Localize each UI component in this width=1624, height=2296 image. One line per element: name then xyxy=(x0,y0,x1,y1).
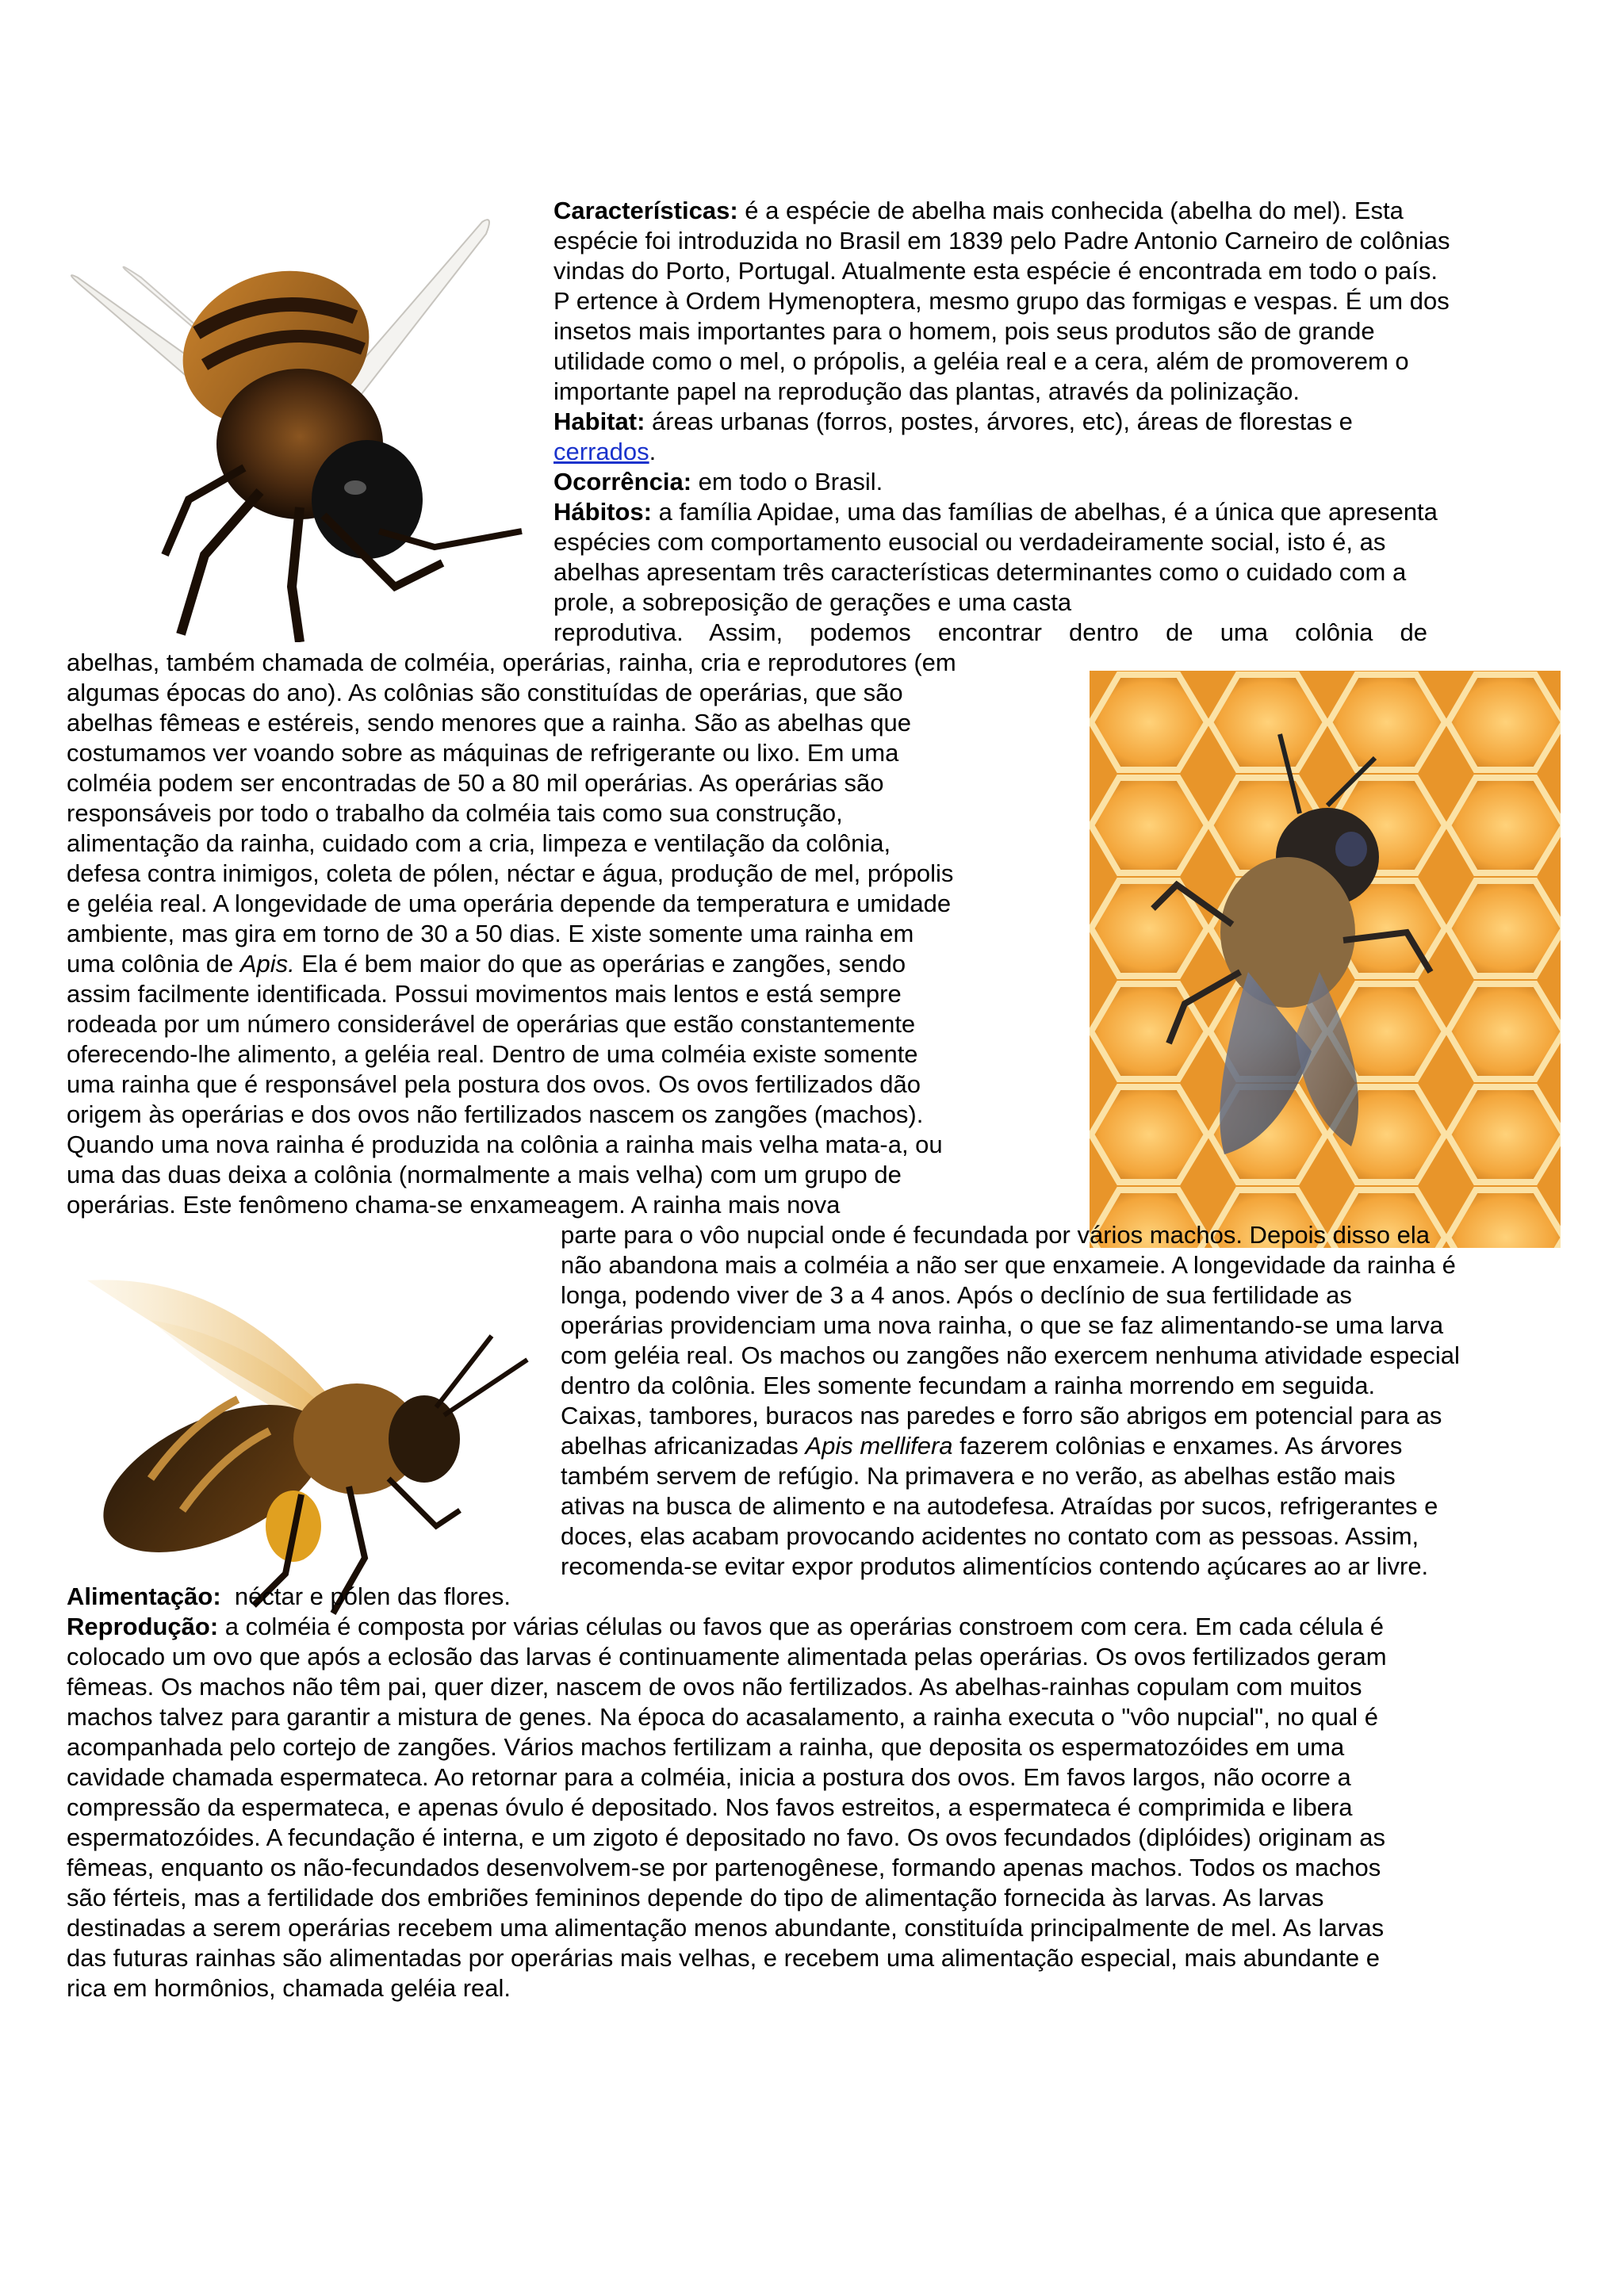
text-line: abelhas fêmeas e estéreis, sendo menores que a rainha. São as abelhas que xyxy=(67,709,912,737)
text-line: responsáveis por todo o trabalho da colméia tais como sua construção, xyxy=(67,799,843,827)
text-line: prole, a sobreposição de gerações e uma casta xyxy=(553,588,1072,616)
section-label-habitat: Habitat: xyxy=(553,408,645,435)
text-line: operárias. Este fenômeno chama-se enxameagem. A rainha mais nova xyxy=(67,1191,841,1219)
text-line: espermatozóides. A fecundação é interna, e um zigoto é depositado no favo. Os ovos fecundados (diplóides) originam as xyxy=(67,1823,1385,1851)
text-line: abelhas apresentam três características determinantes como o cuidado com a xyxy=(553,558,1407,586)
text-line: uma colônia de Apis. Ela é bem maior do que as operárias e zangões, sendo xyxy=(67,950,906,978)
bee-on-honeycomb-photo xyxy=(1090,671,1561,1248)
text-line: machos talvez para garantir a mistura de genes. Na época do acasalamento, a rainha executa o "vôo nupcial", no qual é xyxy=(67,1703,1378,1731)
text-line: assim facilmente identificada. Possui movimentos mais lentos e está sempre xyxy=(67,980,902,1008)
text-line: com geléia real. Os machos ou zangões não exercem nenhuma atividade especial xyxy=(561,1341,1460,1369)
text-line: rica em hormônios, chamada geléia real. xyxy=(67,1974,511,2002)
text-line: doces, elas acabam provocando acidentes no contato com as pessoas. Assim, xyxy=(561,1522,1419,1550)
text-line: Reprodução: a colméia é composta por várias células ou favos que as operárias constroem com cera. Em cada célula é xyxy=(67,1613,1384,1640)
text-line: Caixas, tambores, buracos nas paredes e forro são abrigos em potencial para as xyxy=(561,1402,1442,1429)
text-line: não abandona mais a colméia a não ser que enxameie. A longevidade da rainha é xyxy=(561,1251,1456,1279)
text-line: P ertence à Ordem Hymenoptera, mesmo grupo das formigas e vespas. É um dos xyxy=(553,287,1450,315)
text-line: Ocorrência: em todo o Brasil. xyxy=(553,468,883,496)
text-line: acompanhada pelo cortejo de zangões. Vários machos fertilizam a rainha, que deposita os espermatozóides em uma xyxy=(67,1733,1345,1761)
text-line: insetos mais importantes para o homem, pois seus produtos são de grande xyxy=(553,317,1375,345)
text-line: vindas do Porto, Portugal. Atualmente esta espécie é encontrada em todo o país. xyxy=(553,257,1438,285)
text-line: ativas na busca de alimento e na autodefesa. Atraídas por sucos, refrigerantes e xyxy=(561,1492,1438,1520)
text-line: Características: é a espécie de abelha mais conhecida (abelha do mel). Esta xyxy=(553,197,1404,224)
text-line: reprodutiva. Assim, podemos encontrar dentro de uma colônia de xyxy=(553,618,1427,646)
text-line: recomenda-se evitar expor produtos alimentícios contendo açúcares ao ar livre. xyxy=(561,1552,1429,1580)
text-line: destinadas a serem operárias recebem uma alimentação menos abundante, constituída principalmente de mel. As larvas xyxy=(67,1914,1385,1942)
text-line: cavidade chamada espermateca. Ao retornar para a colméia, inicia a postura dos ovos. Em favos largos, não ocorre a xyxy=(67,1763,1351,1791)
text-line: abelhas africanizadas Apis mellifera fazerem colônias e enxames. As árvores xyxy=(561,1432,1403,1460)
text-line: Alimentação: néctar e pólen das flores. xyxy=(67,1582,511,1610)
text-line: espécies com comportamento eusocial ou verdadeiramente social, isto é, as xyxy=(553,528,1386,556)
text-line: oferecendo-lhe alimento, a geléia real. Dentro de uma colméia existe somente xyxy=(67,1040,918,1068)
text-line: parte para o vôo nupcial onde é fecundada por vários machos. Depois disso ela xyxy=(561,1221,1431,1249)
text-line: operárias providenciam uma nova rainha, o que se faz alimentando-se uma larva xyxy=(561,1311,1444,1339)
text-line: longa, podendo viver de 3 a 4 anos. Após o declínio de sua fertilidade as xyxy=(561,1281,1352,1309)
text-line: defesa contra inimigos, coleta de pólen, néctar e água, produção de mel, própolis xyxy=(67,859,954,887)
text-line: Hábitos: a família Apidae, uma das famílias de abelhas, é a única que apresenta xyxy=(553,498,1438,526)
section-label-caracteristicas: Características: xyxy=(553,197,738,224)
cerrados-link[interactable]: cerrados xyxy=(553,438,649,465)
section-label-habitos: Hábitos: xyxy=(553,498,652,526)
text-line: uma rainha que é responsável pela postura dos ovos. Os ovos fertilizados dão xyxy=(67,1070,921,1098)
text-line: dentro da colônia. Eles somente fecundam a rainha morrendo em seguida. xyxy=(561,1372,1376,1399)
text-line: são férteis, mas a fertilidade dos embriões femininos depende do tipo de alimentação fornecida às larvas. As larvas xyxy=(67,1884,1324,1911)
text-line: cerrados. xyxy=(553,438,657,465)
bee-with-pollen-photo xyxy=(63,1272,539,1621)
text-line: algumas épocas do ano). As colônias são constituídas de operárias, que são xyxy=(67,679,903,706)
text-line: das futuras rainhas são alimentadas por operárias mais velhas, e recebem uma alimentação especial, mais abundante e xyxy=(67,1944,1380,1972)
text-line: Habitat: áreas urbanas (forros, postes, árvores, etc), áreas de florestas e xyxy=(553,408,1353,435)
text-line: ambiente, mas gira em torno de 30 a 50 dias. E xiste somente uma rainha em xyxy=(67,920,914,947)
section-label-alimentacao: Alimentação: xyxy=(67,1582,221,1610)
text-line: também servem de refúgio. Na primavera e no verão, as abelhas estão mais xyxy=(561,1462,1396,1490)
text-line: compressão da espermateca, e apenas óvulo é depositado. Nos favos estreitos, a espermateca é comprimida e libera xyxy=(67,1793,1353,1821)
text-line: abelhas, também chamada de colméia, operárias, rainha, cria e reprodutores (em xyxy=(67,649,956,676)
text-line: uma das duas deixa a colônia (normalmente a mais velha) com um grupo de xyxy=(67,1161,902,1188)
text-line: fêmeas, enquanto os não-fecundados desenvolvem-se por partenogênese, formando apenas machos. Todos os machos xyxy=(67,1854,1381,1881)
text-line: Quando uma nova rainha é produzida na colônia a rainha mais velha mata-a, ou xyxy=(67,1131,943,1158)
text-line: fêmeas. Os machos não têm pai, quer dizer, nascem de ovos não fertilizados. As abelhas-rainhas copulam com muitos xyxy=(67,1673,1362,1701)
bee-flying-photo xyxy=(62,214,538,642)
text-line: colméia podem ser encontradas de 50 a 80 mil operárias. As operárias são xyxy=(67,769,884,797)
text-line: importante papel na reprodução das plantas, através da polinização. xyxy=(553,377,1300,405)
text-line: colocado um ovo que após a eclosão das larvas é continuamente alimentada pelas operárias. Os ovos fertilizados geram xyxy=(67,1643,1387,1670)
text-line: utilidade como o mel, o própolis, a geléia real e a cera, além de promoverem o xyxy=(553,347,1409,375)
section-label-ocorrencia: Ocorrência: xyxy=(553,468,692,496)
text-line: e geléia real. A longevidade de uma operária depende da temperatura e umidade xyxy=(67,890,952,917)
text-line: espécie foi introduzida no Brasil em 1839 pelo Padre Antonio Carneiro de colônias xyxy=(553,227,1450,254)
text-line: origem às operárias e dos ovos não fertilizados nascem os zangões (machos). xyxy=(67,1100,924,1128)
text-line: rodeada por um número considerável de operárias que estão constantemente xyxy=(67,1010,916,1038)
text-line: costumamos ver voando sobre as máquinas de refrigerante ou lixo. Em uma xyxy=(67,739,899,767)
text-line: alimentação da rainha, cuidado com a cria, limpeza e ventilação da colônia, xyxy=(67,829,891,857)
section-label-reproducao: Reprodução: xyxy=(67,1613,219,1640)
